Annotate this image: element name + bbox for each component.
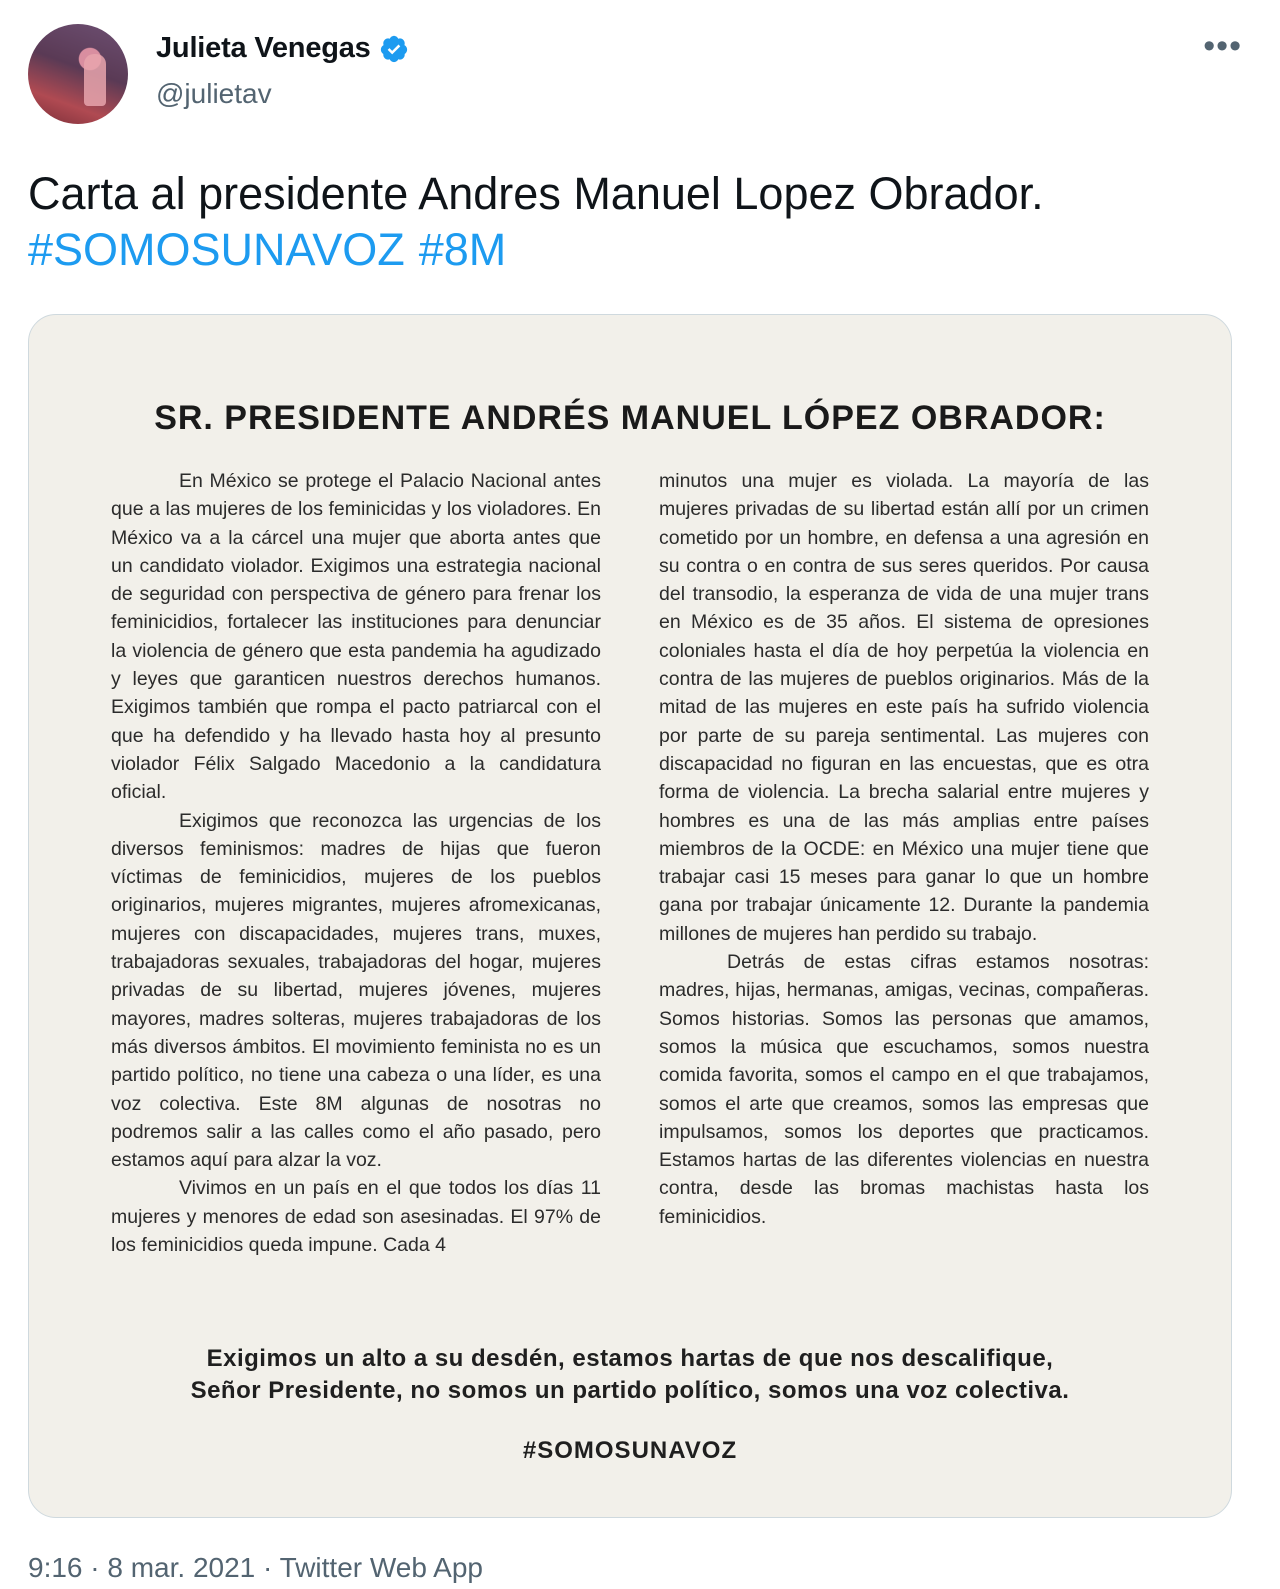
letter-paragraph: En México se protege el Palacio Nacional antes que a las mujeres de los feminicidas y los violadores. En México va a la cárcel una mujer que aborta antes que un candidato violador. Exigimos una estrategia nacional de seguridad con perspectiva de género para frenar los feminicidios, fortalecer las instituciones para denunciar la violencia de género que esta pandemia ha agudizado y leyes que garanticen nuestros derechos humanos. Exigimos también que rompa el pacto patriarcal con el que ha defendido y ha llevado hasta hoy al presunto violador Félix Salgado Macedonio a la candidatura oficial.	[111, 470, 601, 804]
closing-line: Señor Presidente, no somos un partido político, somos una voz colectiva.	[190, 1377, 1070, 1404]
letter-closing	[29, 1343, 1231, 1407]
tweet-header	[28, 24, 1252, 128]
hashtag-link[interactable]: #8M	[418, 224, 507, 275]
letter-title: SR. PRESIDENTE ANDRÉS MANUEL LÓPEZ OBRADOR:	[154, 399, 1106, 437]
tweet-timestamp[interactable]: 9:16 · 8 mar. 2021 · Twitter Web App	[28, 1552, 483, 1583]
letter-paragraph: Vivimos en un país en el que todos los días 11 mujeres y menores de edad son asesinadas. El 97% de los feminicidios queda impune. Cada 4	[111, 1177, 601, 1257]
letter-right-column	[659, 467, 1149, 1231]
tweet-hashtags	[28, 222, 1228, 278]
letter-paragraph: Exigimos que reconozca las urgencias de los diversos feminismos: madres de hijas que fueron víctimas de feminicidios, mujeres de los pueblos originarios, mujeres migrantes, mujeres afromexicanas, mujeres con discapacidades, mujeres trans, muxes, trabajadoras sexuales, trabajadoras del hogar, mujeres privadas de su libertad, mujeres jóvenes, mujeres mayores, madres solteras, mujeres trabajadoras de los más diversos ámbitos. El movimiento feminista no es un partido político, no tiene una cabeza o una líder, es una voz colectiva. Este 8M algunas de nosotras no podremos salir a las calles como el año pasado, pero estamos aquí para alzar la voz.	[111, 809, 601, 1172]
author-name-row	[156, 32, 409, 65]
letter-paragraph: minutos una mujer es violada. La mayoría de las mujeres privadas de su libertad están allí por un crimen cometido por un hombre, en defensa a una agresión en su contra o en contra de sus seres queridos. Por causa del transodio, la esperanza de vida de una mujer trans en México es de 35 años. El sistema de opresiones coloniales hasta el día de hoy perpetúa la violencia en contra de las mujeres de pueblos originarios. Más de la mitad de las mujeres en este país ha sufrido violencia por parte de su pareja sentimental. Las mujeres con discapacidad no figuran en las encuestas, que es otra forma de violencia. La brecha salarial entre mujeres y hombres es una de las más amplias entre países miembros de la OCDE: en México una mujer tiene que trabajar casi 15 meses para ganar lo que un hombre gana por trabajar únicamente 12. Durante la pandemia millones de mujeres han perdido su trabajo.	[659, 470, 1149, 945]
verified-badge-icon	[379, 34, 409, 64]
more-options-icon[interactable]: •••	[1203, 27, 1242, 65]
letter-left-column	[111, 467, 601, 1259]
tweet-text	[28, 166, 1228, 278]
closing-line: Exigimos un alto a su desdén, estamos hartas de que nos descalifique,	[206, 1345, 1054, 1372]
hashtag-link[interactable]: #SOMOSUNAVOZ	[28, 224, 405, 275]
tweet-media-image[interactable]	[28, 314, 1232, 1518]
author-name[interactable]: Julieta Venegas	[156, 32, 371, 64]
letter-paragraph: Detrás de estas cifras estamos nosotras: madres, hijas, hermanas, amigas, vecinas, compañeras. Somos historias. Somos las personas que amamos, somos la música que escuchamos, somos nuestra comida favorita, somos el campo en el que trabajamos, somos el arte que creamos, somos las empresas que impulsamos, somos los deportes que practicamos. Estamos hartas de las diferentes violencias en nuestra contra, desde las bromas machistas hasta los feminicidios.	[659, 951, 1149, 1228]
author-handle[interactable]: @julietav	[156, 78, 272, 109]
tweet-body: Carta al presidente Andres Manuel Lopez Obrador.	[28, 168, 1044, 219]
avatar[interactable]	[28, 24, 128, 124]
letter-hashtag: #SOMOSUNAVOZ	[522, 1437, 738, 1464]
